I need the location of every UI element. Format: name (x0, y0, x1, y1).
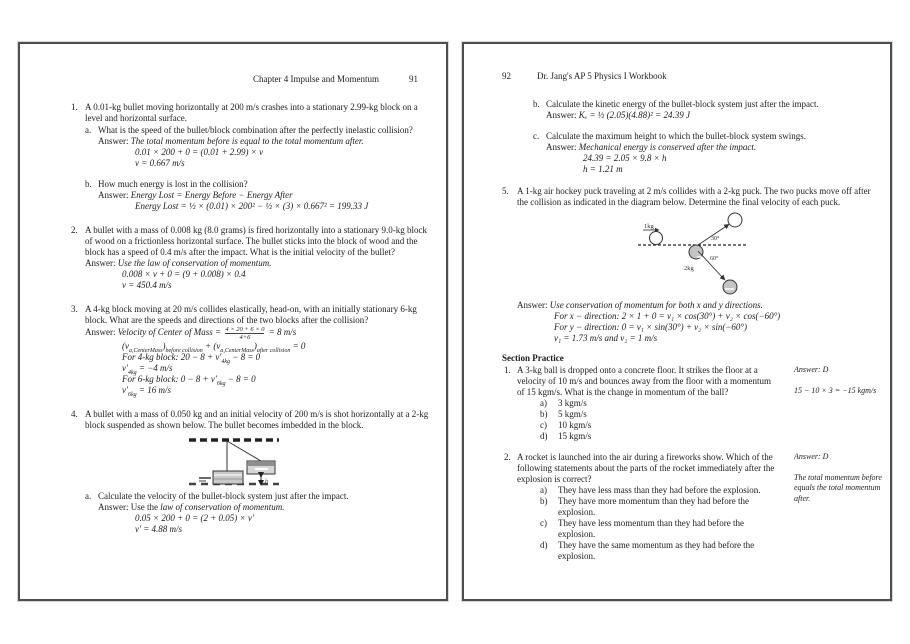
problem-text: A bullet with a mass of 0.008 kg (8.0 grams) is fired horizontally into a stationary 9.0-kg block of wood on a frictionless horizontal surface. The bullet sticks into the block of wood and the block has a speed of 0.4 m/s after the impact. What is the initial velocity of the bullet? (85, 225, 427, 257)
right-page (462, 42, 892, 601)
equation: 0.05 × 200 + 0 = (2 + 0.05) × v′ (135, 513, 254, 523)
equation: For 4-kg block: $20 - 8 + v'_{4kg} - 8 = 0$ (122, 352, 261, 365)
answer-line: Answer: Kₑ = ½ (2.05)(4.88)² = 24.39 J (546, 110, 690, 120)
left-page (18, 42, 448, 601)
equation: For y − direction: 0 = v₁ × sin(30°) + v₂ × sin(−60°) (554, 322, 748, 332)
part-c (533, 131, 874, 175)
ballistic-pendulum-diagram (185, 435, 283, 489)
equation: 0.01 × 200 + 0 = (0.01 + 2.99) × v (135, 147, 264, 157)
hanging-block (213, 471, 243, 484)
height-label: h (265, 479, 268, 485)
puck-1kg-after (728, 213, 742, 227)
equation: 0.008 × v + 0 = (9 + 0.008) × 0.4 (122, 269, 246, 279)
page-number: 91 (409, 74, 418, 84)
margin-answer: Answer: D (794, 365, 829, 374)
part-label: c. (533, 131, 540, 141)
part-question: Calculate the velocity of the bullet-block system just after the impact. (98, 491, 349, 501)
answer-line: Answer: Energy Lost = Energy Before − Energy After (98, 190, 293, 200)
part-b (533, 99, 874, 121)
answer-line: Answer: Use the law of conservation of momentum. (85, 258, 272, 268)
problem-number: 5. (502, 186, 509, 196)
question-number: 1. (504, 365, 511, 375)
part-label: a. (85, 125, 92, 135)
equation: For 6-kg block: $0 - 8 + v'_{6kg} - 8 = 0$ (122, 374, 256, 387)
page2-header (502, 71, 890, 82)
option-d: d) 15 kgm/s (540, 431, 592, 441)
answer-line: Answer: Velocity of Center of Mass = $\frac{4 \times 20 + 6 \times 0}{4+6}$ = 8 m/s (85, 326, 297, 341)
mass2-label: 2kg (684, 265, 694, 272)
part-label: a. (85, 491, 92, 501)
margin-answer-note (794, 452, 882, 504)
problem-4 (71, 409, 430, 535)
practice-question-1 (504, 365, 878, 442)
problem-text: A 1-kg air hockey puck traveling at 2 m/s collides with a 2-kg puck. The two pucks move off after the collision as indicated in the diagram below. Determine the final velocity of each puck. (517, 186, 871, 207)
problem-number: 4. (71, 409, 78, 419)
equation: Energy Lost = ½ × (0.01) × 200² − ½ × (3) × 0.667² = 199.33 J (135, 201, 369, 211)
answer-line: Answer: Use conservation of momentum for both x and y directions. (517, 300, 763, 310)
problem-text: A bullet with a mass of 0.050 kg and an initial velocity of 200 m/s is shot horizontally at a 2-kg block suspended as shown below. The bullet becomes imbedded in the block. (85, 409, 429, 430)
answer-line: Answer: Mechanical energy is conserved after the impact. (546, 142, 757, 152)
page-number: 92 (502, 71, 511, 81)
part-a (85, 125, 430, 169)
problem-text: A 0.01-kg bullet moving horizontally at 200 m/s crashes into a stationary 2.99-kg block on a level and horizontal surface. (85, 102, 418, 123)
part-label: b. (533, 99, 540, 109)
part-question: What is the speed of the bullet/block combination after the perfectly inelastic collision? (98, 125, 413, 135)
practice-question-2 (504, 452, 882, 562)
arrow-30deg (698, 225, 728, 245)
equation: h = 1.21 m (583, 164, 623, 174)
equation: $v'_{6kg} = 16$ m/s (122, 385, 171, 398)
swung-block (247, 461, 275, 474)
problem-5 (502, 186, 874, 344)
option-d: d) They have the same momentum as they had before the explosion. (540, 540, 755, 561)
book-title: Dr. Jang's AP 5 Physics I Workbook (537, 71, 667, 81)
puck-collision-diagram (634, 211, 752, 299)
answer-line: Answer: The total momentum before is equal to the total momentum after. (98, 136, 364, 146)
mass1-label: 1kg (644, 223, 654, 230)
problem-3 (71, 304, 430, 396)
part-question: Calculate the kinetic energy of the bullet-block system just after the impact. (546, 99, 819, 109)
equation: v = 0.667 m/s (135, 158, 185, 168)
problem-text: A 4-kg block moving at 20 m/s collides elastically, head-on, with an initially stationary 6-kg block. What are the speeds and directions of the two blocks after the collision? (85, 304, 417, 325)
option-a: a) 3 kgm/s (540, 398, 587, 408)
part-a (85, 491, 430, 535)
option-c: c) They have less momentum than they had before the explosion. (540, 518, 744, 539)
problem-number: 2. (71, 225, 78, 235)
margin-work: 15 − 10 × 3 = −15 kgm/s (794, 385, 877, 395)
equation: For x − direction: 2 × 1 + 0 = v₁ × cos(30°) + v₂ × cos(−60°) (554, 311, 781, 321)
equation: $(v_{a,CenterMass})_{before collision} + (v_{a,CenterMass})_{after collision} = 0$ (122, 341, 306, 354)
fraction: $\frac{4 \times 20 + 6 \times 0}{4+6}$ (225, 326, 265, 341)
problem-1 (71, 102, 430, 212)
problem-number: 3. (71, 304, 78, 314)
margin-explanation: The total momentum before equals the total momentum after. (794, 472, 882, 503)
equation: $v'_{4kg} = -4$ m/s (122, 363, 173, 376)
part-question: Calculate the maximum height to which the bullet-block system swings. (546, 131, 806, 141)
question-text: A 3-kg ball is dropped onto a concrete floor. It strikes the floor at a velocity of 10 m/s and bounces away from the floor with a momentum of 15 kgm/s. What is the change in momentum of the ball? (517, 365, 771, 397)
puck-1kg-before (650, 232, 663, 245)
angle-60-label: 60° (710, 256, 719, 262)
angle-30-label: 30° (711, 236, 720, 242)
option-a: a) They have less mass than they had before the explosion. (540, 485, 761, 495)
part-label: b. (85, 179, 92, 189)
option-b: b) 5 kgm/s (540, 409, 587, 419)
part-b (85, 179, 430, 212)
question-text: A rocket is launched into the air during a fireworks show. Which of the following statements about the parts of the rocket immediately after the explosion is correct? (517, 452, 775, 484)
puck-2kg-after (723, 280, 737, 294)
margin-answer: Answer: D (794, 452, 829, 461)
part-question: How much energy is lost in the collision? (98, 179, 248, 189)
option-c: c) 10 kgm/s (540, 420, 592, 430)
equation: v′ = 4.88 m/s (135, 524, 183, 534)
page1-header (20, 74, 418, 85)
question-number: 2. (504, 452, 511, 462)
equation: v = 450.4 m/s (122, 280, 172, 290)
section-practice-heading: Section Practice (502, 353, 564, 363)
chapter-title: Chapter 4 Impulse and Momentum (253, 74, 379, 84)
equation: v₁ = 1.73 m/s and v₂ = 1 m/s (554, 333, 658, 343)
equation: 24.39 = 2.05 × 9.8 × h (583, 153, 667, 163)
string-swung (227, 441, 261, 461)
option-b: b) They have more momentum than they had before the explosion. (540, 496, 749, 517)
margin-answer-note (794, 365, 882, 396)
problem-2 (71, 225, 430, 291)
answer-line: Answer: Use the law of conservation of momentum. (98, 502, 285, 512)
problem-number: 1. (71, 102, 78, 112)
